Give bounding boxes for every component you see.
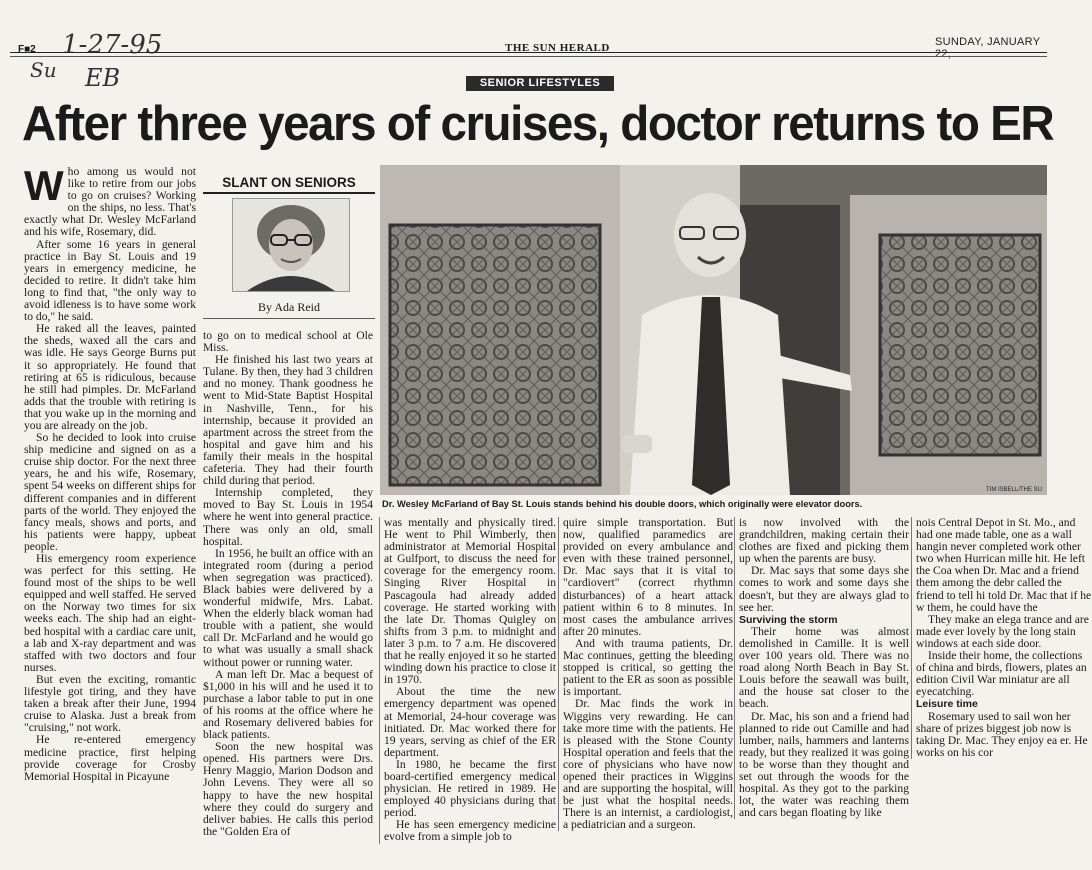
paragraph: Dr. Mac says that some days she comes to work and some days she doesn't, but they are always glad to see her. <box>739 564 909 614</box>
issue-date: SUNDAY, JANUARY 22, <box>935 36 1041 60</box>
headline: After three years of cruises, doctor returns to ER <box>22 97 1054 151</box>
paragraph: In 1980, he became the first board-certified emergency medical physician. He retired in 1989. He employed 40 physicians during that period. <box>384 757 556 820</box>
paragraph: He raked all the leaves, painted the sheds, waxed all the cars and was idle. He says George Burns put it so appropriately. He found that retiring at 65 is ridiculous, because he still had pimples. Dr. McFarland adds that the trouble with retiring is that you wake up in the morning and you are already on the job. <box>24 322 196 432</box>
paragraph: After some 16 years in general practice in Bay St. Louis and 19 years in emergency medicine, he decided to retire. It didn't take him long to find that, "the only way to avoid idleness is to have some work to do," he said. <box>24 237 196 324</box>
photo-caption: Dr. Wesley McFarland of Bay St. Louis stands behind his double doors, which originally were elevator doors. <box>382 499 863 509</box>
newspaper-name: THE SUN HERALD <box>505 42 610 54</box>
article-column-2 <box>203 330 373 838</box>
article-photo <box>380 165 1047 495</box>
sidebar-bottom-rule <box>203 318 375 319</box>
paragraph: So he decided to look into cruise ship medicine and signed on as a cruise ship doctor. For the next three years, he and his wife, Rosemary, spent 54 weeks on different ships for different companies and in different parts of the world. They enjoyed the fancy meals, shows and ports, and his patients were happy, upbeat people. <box>24 431 196 553</box>
paragraph: Inside their home, the collections of china and birds, flowers, plates an edition Civil War miniatur are all eyecatching. <box>916 649 1087 699</box>
byline: By Ada Reid <box>258 300 320 314</box>
section-label: SENIOR LIFESTYLES <box>466 76 614 91</box>
paragraph: He finished his last two years at Tulane. By then, they had 3 children and no money. Thank goodness he went to Mid-State Baptist Hospital in Nashville, Tenn., for his internship, because it provided an apartment across the street from the hospital and gave him and his family their meals in the hospital cafeteria. They had their fourth child during that period. <box>203 353 373 488</box>
handwritten-date: 1-27-95 <box>62 30 163 60</box>
sidebar-title: SLANT ON SENIORS <box>222 175 356 190</box>
paragraph: He re-entered emergency medicine practice, first helping provide coverage for Crosby Memorial Hospital in Picayune <box>24 733 196 783</box>
paragraph: And with trauma patients, Dr. Mac continues, getting the bleeding stopped is critical, so getting the patient to the ER as soon as possible is important. <box>563 636 733 699</box>
article-column-6 <box>911 517 1092 759</box>
article-column-4 <box>558 517 733 831</box>
article-column-6-clip <box>911 516 1092 870</box>
photo-credit: TIM ISBELL/THE SU <box>986 487 1043 493</box>
subhead: Leisure time <box>916 698 978 711</box>
subhead: Surviving the storm <box>739 613 838 626</box>
handwritten-initials-2: EB <box>85 64 121 92</box>
masthead-rule-thin <box>10 56 1047 57</box>
paragraph: was mentally and physically tired. He went to Phil Wimberly, then administrator at Memorial Hospital at Gulfport, to discuss the need for coverage for the emergency room. Singing River Hospital in Pascagoula had already added coverage. He started working with the late Dr. Thomas Quigley on shifts from 3 p.m. to midnight and later 3 p.m. to 7 a.m. He discovered that he really enjoyed it so he started winding down his practice to close it in 1970. <box>384 516 556 687</box>
article-column-3 <box>379 517 556 844</box>
paragraph: Internship completed, they moved to Bay St. Louis in 1954 where he went into general practice. There was only an old, small hospital. <box>203 486 373 548</box>
masthead-rule <box>10 52 1047 53</box>
paragraph: He has seen emergency medicine evolve from a simple job to <box>384 818 556 844</box>
paragraph: to go on to medical school at Ole Miss. <box>203 329 373 355</box>
article-column-1: Who among us would not like to retire from our jobs to go on cruises? Working on the ships, no less. That's exactly what Dr. Wesley McFarland and his wife, Rosemary, did. After some 16 years in general practice in Bay St. Louis and 19 years in emergency medicine, he decided to retire. It didn't take him long to find that, "the only way to avoid idleness is to have some work to do," he said. He raked all the leaves, painted the sheds, waxed all the cars and was idle. He says George Burns put it so appropriately. He found that retiring at 65 is ridiculous, because he still had pimples. Dr. McFarland adds that the trouble with retiring is that you wake up in the morning and you are already on the job. So he decided to look into cruise ship medicine and signed on as a cruise ship doctor. For the next three years, he and his wife, Rosemary, spent 54 weeks on different ships for different companies and in different parts of the world. They enjoyed the fancy meals, shows and ports, and his patients were happy, upbeat people. His emergency room experience was perfect for this setting. He found most of the ships to be well equipped and well staffed. He served on the Norway two times for six weeks each. The ship had an eight-bed hospital with a cardiac care unit, a lab and X-ray department and was staffed with two doctors and four nurses. But even the exciting, romantic lifestyle got tiring, and they have taken a break after their June, 1994 cruise to Alaska. Just a break from "cruising," not work. He re-entered emergency medicine practice, first helping provide coverage for Crosby Memorial Hospital in Picayune <box>24 162 196 783</box>
columnist-portrait <box>232 198 350 292</box>
paragraph: Rosemary used to sail won her share of prizes biggest job now is taking Dr. Mac. They enjoy ea er. He works on his cor <box>916 709 1088 759</box>
paragraph: About the time the new emergency department was opened at Memorial, 24-hour coverage was initiated. Dr. Mac worked there for 19 years, serving as chief of the ER department. <box>384 685 556 759</box>
paragraph: quire simple transportation. But now, qualified paramedics are provided on every ambulance and even with these trained personnel, Dr. Mac says that it is vital to "cardiovert" (correct rhythmn disturbances) of a heart attack patient within 6 to 8 minutes. In most cases the ambulance arrives after 20 minutes. <box>563 516 733 638</box>
paragraph: Their home was almost demolished in Camille. It is well over 100 years old. There was no road along North Beach in Bay St. Louis before the seawall was built, and the house sat closer to the beach. <box>739 624 909 711</box>
paragraph: But even the exciting, romantic lifestyle got tiring, and they have taken a break after their June, 1994 cruise to Alaska. Just a break from "cruising," not work. <box>24 672 196 735</box>
handwritten-initials: Su <box>30 58 57 82</box>
drop-cap: W <box>24 162 64 209</box>
paragraph: Dr. Mac finds the work in Wiggins very rewarding. He can take more time with the patients. He is pleased with the Stone County Hospital operation and feels that the core of physicians who have now opened their practices in Wiggins and are supporting the hospital, will be just what the hospital needs. There is an internist, a cardiologist, a pediatrician and a surgeon. <box>563 697 733 832</box>
paragraph: is now involved with the grandchildren, making certain their clothes are fixed and picking them up when the parents are busy. <box>739 516 909 566</box>
article-column-5 <box>734 517 909 819</box>
paragraph: nois Central Depot in St. Mo., and had one made table, one as a wall hangin never completed work other two when Hurrican mille hit. He left the Coa when Dr. Mac and a friend them among the debr called the friend to tell hi told Dr. Mac that if he w them, he could have the <box>916 516 1092 614</box>
paragraph: A man left Dr. Mac a bequest of $1,000 in his will and he used it to purchase a labor table to put in one of his rooms at the office where he and Rosemary delivered babies for black patients. <box>203 667 373 742</box>
paragraph: Dr. Mac, his son and a friend had planned to ride out Camille and had lumber, nails, hammers and lanterns ready, but they realized it was going to be worse than they thought and set out through the woods for the hospital. As they got to the parking lot, the water was reaching them and cars began floating by like <box>739 709 909 820</box>
paragraph: His emergency room experience was perfect for this setting. He found most of the ships to be well equipped and well staffed. He served on the Norway two times for six weeks each. The ship had an eight-bed hospital with a cardiac care unit, a lab and X-ray department and was staffed with two doctors and four nurses. <box>24 552 196 674</box>
sidebar-rule <box>203 192 375 194</box>
paragraph: In 1956, he built an office with an integrated room (during a period when segregation was practiced). Black babies were delivered by a wonderful midwife, Mrs. Labat. When the elderly black woman had trouble with a patient, she would call Dr. McFarland and he would go to what was usually a small shack without power or running water. <box>203 546 373 669</box>
paragraph: Soon the new hospital was opened. His partners were Drs. Henry Maggio, Marion Dodson and John Levens. They were all so happy to have the new hospital where they could do surgery and deliver babies. He calls this period the "Golden Era of <box>203 740 373 838</box>
page-number: F■2 <box>18 44 36 55</box>
paragraph: They make an elega trance and are made ever lovely by the long stain windows at each side door. <box>916 612 1089 650</box>
